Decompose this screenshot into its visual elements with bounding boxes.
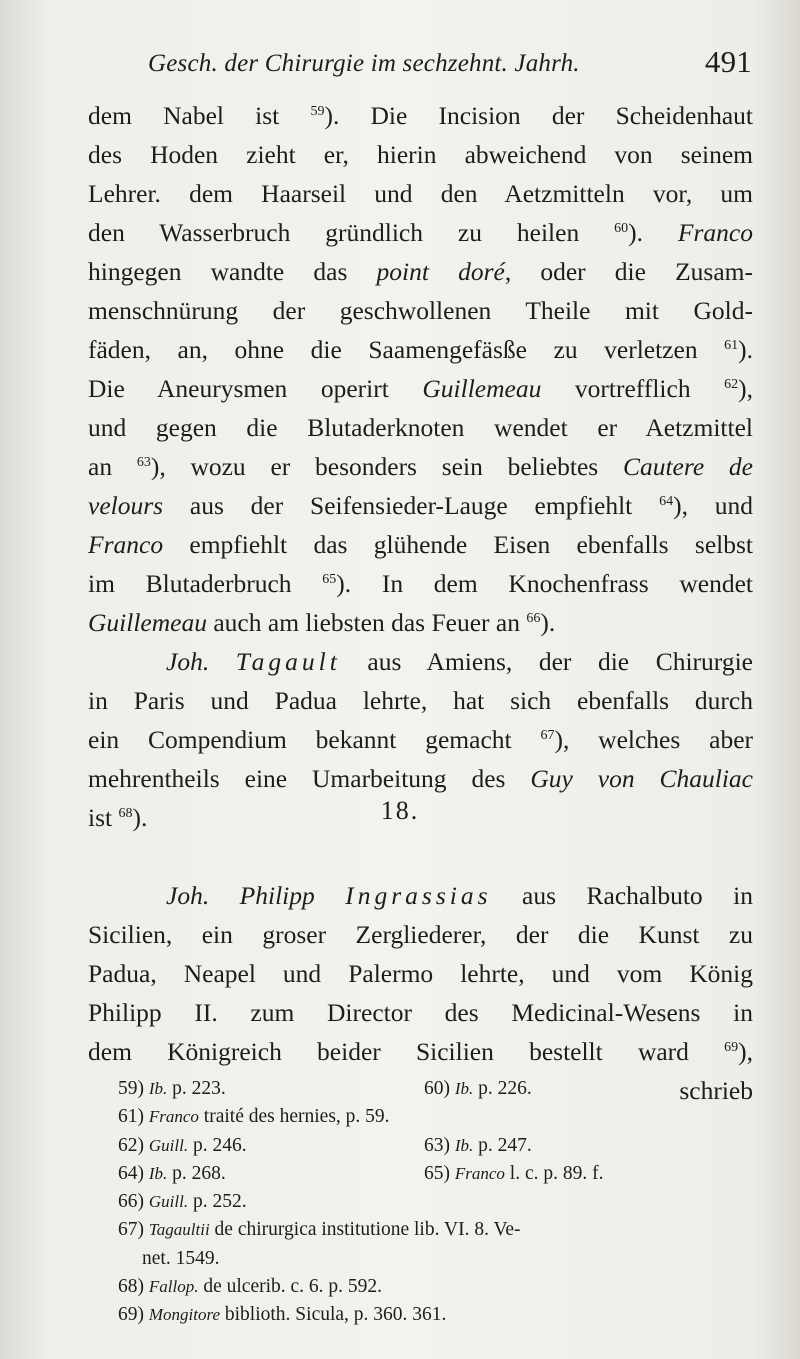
footnote-ref[interactable]: 68 xyxy=(118,806,133,821)
text-run: aus Rachalbuto in xyxy=(491,881,753,910)
text-run: de ulcerib. c. 6. p. 592. xyxy=(198,1276,383,1298)
footnote-ref[interactable]: 63 xyxy=(136,455,151,470)
text-line xyxy=(88,525,753,564)
text-line xyxy=(88,291,753,330)
footnote xyxy=(118,1245,770,1273)
text-run: point doré xyxy=(376,257,505,286)
text-run: velours xyxy=(88,491,164,520)
text-run: Ib. xyxy=(148,1163,168,1183)
text-run: ). In dem Knochenfrass wendet xyxy=(336,569,753,598)
text-run: dem Königreich beider Sicilien bestellt ward xyxy=(88,1037,725,1066)
text-run: fäden, an, ohne die Saamengefäsße zu verletzen xyxy=(88,335,725,364)
footnote-entry xyxy=(118,1276,382,1297)
text-run: Padua, Neapel und Palermo lehrte, und vom König xyxy=(88,959,753,988)
text-line xyxy=(88,330,753,369)
text-run: menschnürung der geschwollenen Theile mit Gold- xyxy=(88,296,753,325)
footnote-entry xyxy=(118,1163,226,1184)
text-run: 65) xyxy=(424,1162,455,1184)
footnote-ref[interactable]: 65 xyxy=(322,572,337,587)
footnote-ref[interactable]: 59 xyxy=(310,104,325,119)
page-number: 491 xyxy=(704,44,752,79)
text-line xyxy=(88,252,753,291)
footnote xyxy=(118,1301,770,1329)
text-run: Sicilien, ein groser Zergliederer, der die Kunst zu xyxy=(88,920,753,949)
text-run: Ingrassias xyxy=(345,881,492,910)
text-run: net. 1549. xyxy=(142,1247,220,1269)
text-run: traité des hernies, p. 59. xyxy=(198,1106,390,1128)
text-line xyxy=(88,681,753,720)
text-run: Die Aneurysmen operirt xyxy=(88,374,423,403)
text-run: p. 252. xyxy=(188,1191,247,1213)
text-line xyxy=(88,369,753,408)
text-run: ). Die Incision der Scheidenhaut xyxy=(324,101,753,130)
footnote-ref[interactable]: 62 xyxy=(724,377,739,392)
section-gap xyxy=(88,837,753,876)
footnote xyxy=(118,1216,770,1244)
footnote xyxy=(118,1103,770,1131)
text-line xyxy=(88,96,753,135)
text-line xyxy=(88,993,753,1032)
text-run: 61) xyxy=(118,1106,149,1128)
text-run: ). xyxy=(540,608,556,637)
text-run: 64) xyxy=(118,1162,149,1184)
text-run: Guill. xyxy=(148,1135,189,1155)
text-run: Franco xyxy=(677,218,753,247)
text-run: Guillemeau xyxy=(88,608,207,637)
text-run: l. c. p. 89. f. xyxy=(504,1162,604,1184)
text-run: Ib. xyxy=(454,1079,474,1098)
text-run: schrieb xyxy=(679,1076,753,1105)
page-header xyxy=(148,44,760,84)
text-run: Franco xyxy=(88,530,164,559)
footnotes xyxy=(118,1075,770,1330)
text-line xyxy=(88,135,753,174)
text-run: hingegen wandte das xyxy=(88,257,377,286)
footnote-ref[interactable]: 64 xyxy=(659,494,674,509)
text-run: dem Nabel ist xyxy=(88,101,311,130)
text-run: 66) xyxy=(118,1191,149,1213)
footnote-entry xyxy=(118,1078,226,1099)
text-run: Joh. xyxy=(166,647,236,676)
text-run: ein Compendium bekannt gemacht xyxy=(88,725,541,754)
text-run: Ib. xyxy=(148,1079,168,1098)
text-run: p. 226. xyxy=(473,1078,532,1099)
text-run: 68) xyxy=(118,1276,149,1298)
text-run: Guillemeau xyxy=(422,374,542,403)
footnote xyxy=(118,1160,770,1188)
text-line xyxy=(88,486,753,525)
text-run: Tagaultii xyxy=(148,1220,210,1240)
text-run: 59) xyxy=(118,1078,149,1099)
text-run: 69) xyxy=(118,1304,149,1326)
footnote xyxy=(118,1132,770,1160)
text-line xyxy=(88,720,753,759)
text-line xyxy=(88,876,753,915)
footnote xyxy=(118,1273,770,1301)
text-run: im Blutaderbruch xyxy=(88,569,323,598)
text-run: biblioth. Sicula, p. 360. 361. xyxy=(220,1304,447,1326)
text-run: Fallop. xyxy=(148,1277,199,1297)
text-run: an xyxy=(88,452,137,481)
text-run: ). xyxy=(132,803,148,832)
footnote-entry-second xyxy=(424,1075,532,1103)
text-line xyxy=(88,642,753,681)
footnote-ref[interactable]: 69 xyxy=(724,1040,739,1055)
text-run: ), welches aber xyxy=(554,725,753,754)
text-run: 63) xyxy=(424,1134,455,1156)
text-line xyxy=(88,603,753,642)
text-run: Philipp II. zum Director des Medicinal-Wesens in xyxy=(88,998,753,1027)
text-line xyxy=(88,915,753,954)
text-run: p. 246. xyxy=(188,1134,247,1156)
text-line xyxy=(88,759,753,798)
text-run: Cautere de xyxy=(622,452,753,481)
footnote xyxy=(118,1075,770,1103)
footnote-entry xyxy=(118,1304,446,1325)
text-run: ), wozu er besonders sein beliebtes xyxy=(150,452,623,481)
footnote-ref[interactable]: 67 xyxy=(540,728,555,743)
section-number: 18. xyxy=(380,796,420,825)
footnote-entry xyxy=(142,1248,219,1269)
text-run: empfiehlt das glühende Eisen ebenfalls selbst xyxy=(163,530,753,559)
text-run: Franco xyxy=(454,1163,505,1183)
text-line xyxy=(88,213,753,252)
text-run: Franco xyxy=(148,1107,199,1127)
text-run: Tagault xyxy=(235,647,341,676)
text-line xyxy=(88,408,753,447)
text-run: Guill. xyxy=(148,1192,189,1212)
footnote-entry xyxy=(118,1135,247,1156)
paragraph-surgery-methods xyxy=(88,96,753,642)
text-run: vortrefflich xyxy=(541,374,725,403)
footnote-entry-second xyxy=(424,1160,604,1188)
text-run: mehrentheils eine Umarbeitung des xyxy=(88,764,531,793)
text-run: , oder die Zusam- xyxy=(504,257,753,286)
text-line xyxy=(88,1032,753,1071)
text-line xyxy=(88,954,753,993)
text-run: ). xyxy=(628,218,678,247)
text-run: des Hoden zieht er, hierin abweichend von seinem xyxy=(88,140,753,169)
text-run: Joh. Philipp xyxy=(166,881,346,910)
text-run: ), xyxy=(738,374,753,403)
text-run: Lehrer. dem Haarseil und den Aetzmitteln vor, um xyxy=(88,179,753,208)
text-run: 67) xyxy=(118,1219,149,1241)
main-text xyxy=(88,96,753,1110)
text-run: p. 223. xyxy=(167,1078,226,1099)
footnote-entry xyxy=(118,1191,247,1212)
text-run: 62) xyxy=(118,1134,149,1156)
footnote-ref[interactable]: 60 xyxy=(614,221,629,236)
text-run: den Wasserbruch gründlich zu heilen xyxy=(88,218,615,247)
text-run: aus der Seifensieder-Lauge empfiehlt xyxy=(163,491,660,520)
text-run: ), xyxy=(738,1037,753,1066)
text-run: ), und xyxy=(673,491,753,520)
text-run: ist xyxy=(88,803,119,832)
text-run: auch am liebsten das Feuer an xyxy=(206,608,527,637)
text-run: aus Amiens, der die Chirurgie xyxy=(340,647,753,676)
text-run: de chirurgica institutione lib. VI. 8. Ve- xyxy=(209,1219,521,1241)
footnote-ref[interactable]: 66 xyxy=(526,611,541,626)
text-run: ). xyxy=(738,335,753,364)
text-run: Ib. xyxy=(454,1135,474,1155)
text-run: 60) xyxy=(424,1078,455,1099)
text-line xyxy=(88,174,753,213)
footnote xyxy=(118,1188,770,1216)
footnote-entry-second xyxy=(424,1132,532,1160)
text-run: Guy von Chauliac xyxy=(530,764,753,793)
text-line xyxy=(88,564,753,603)
text-run: in Paris und Padua lehrte, hat sich ebenfalls durch xyxy=(88,686,753,715)
text-run: und gegen die Blutaderknoten wendet er Aetzmittel xyxy=(88,413,753,442)
text-run: p. 268. xyxy=(167,1162,226,1184)
text-run: Mongitore xyxy=(148,1305,221,1325)
footnote-ref[interactable]: 61 xyxy=(724,338,739,353)
text-line xyxy=(88,447,753,486)
footnote-entry xyxy=(118,1106,390,1127)
text-run: p. 247. xyxy=(473,1134,532,1156)
running-head: Gesch. der Chirurgie im sechzehnt. Jahrh. xyxy=(148,50,580,77)
footnote-entry xyxy=(118,1219,521,1240)
